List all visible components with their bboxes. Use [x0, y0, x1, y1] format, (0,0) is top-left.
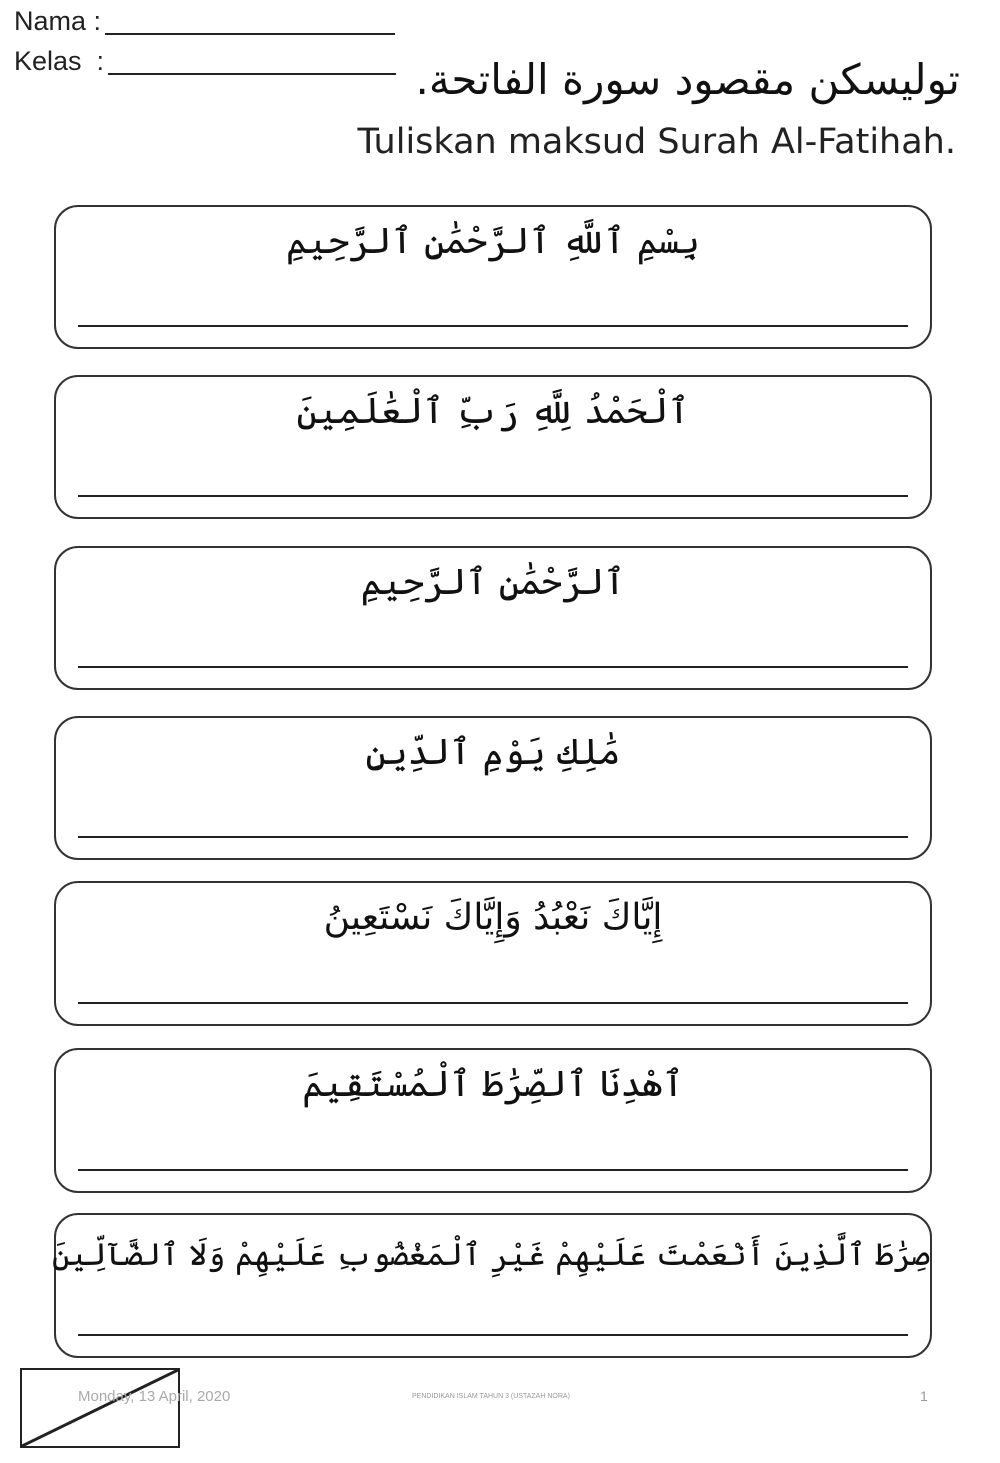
answer-line-4[interactable]: [78, 836, 908, 838]
footer-date: Monday, 13 April, 2020: [78, 1388, 231, 1405]
kelas-input-line[interactable]: [108, 73, 396, 75]
title-arabic: توليسكن مقصود سورة الفاتحة.: [415, 55, 960, 104]
ayah-text-1: بِسْمِ ٱللَّهِ ٱلرَّحْمَٰنِ ٱلرَّحِيمِ: [285, 221, 701, 262]
answer-line-5[interactable]: [78, 1002, 908, 1004]
nama-field: [14, 6, 395, 37]
ayah-box-6: [54, 1048, 932, 1193]
ayah-text-2: ٱلْحَمْدُ لِلَّهِ رَبِّ ٱلْعَٰلَمِينَ: [296, 391, 690, 432]
ayah-box-1: [54, 205, 932, 349]
kelas-label: Kelas :: [14, 46, 105, 76]
ayah-box-3: [54, 546, 932, 690]
ayah-text-3: ٱلرَّحْمَٰنِ ٱلرَّحِيمِ: [360, 562, 626, 603]
answer-line-7[interactable]: [78, 1334, 908, 1336]
ayah-text-5: إِيَّاكَ نَعْبُدُ وَإِيَّاكَ نَسْتَعِينُ: [323, 897, 663, 938]
answer-line-2[interactable]: [78, 495, 908, 497]
ayah-box-7: [51, 1213, 932, 1358]
answer-line-6[interactable]: [78, 1169, 908, 1171]
answer-line-3[interactable]: [78, 666, 908, 668]
footer-page-number: 1: [920, 1388, 928, 1404]
nama-label: Nama :: [14, 6, 102, 36]
footer-subject: PENDIDIKAN ISLAM TAHUN 3 (USTAZAH NORA): [412, 1393, 570, 1400]
answer-line-1[interactable]: [78, 325, 908, 327]
ayah-box-2: [54, 375, 932, 519]
ayah-text-7: صِرَٰطَ ٱلَّذِينَ أَنْعَمْتَ عَلَيْهِمْ غَيْرِ ٱلْمَغْضُوبِ عَلَيْهِمْ وَلَا ٱلضَّآلِّينَ: [51, 1237, 930, 1273]
kelas-field: [14, 46, 396, 77]
nama-input-line[interactable]: [105, 33, 395, 35]
title-malay: Tuliskan maksud Surah Al-Fatihah.: [357, 122, 956, 162]
diagonal-line-icon: [22, 1370, 178, 1446]
ayah-box-5: [54, 881, 932, 1026]
ayah-text-4: مَٰلِكِ يَوْمِ ٱلدِّينِ: [365, 732, 621, 773]
ayah-box-4: [54, 716, 932, 860]
ayah-text-6: ٱهْدِنَا ٱلصِّرَٰطَ ٱلْمُسْتَقِيمَ: [302, 1064, 684, 1105]
footer-crossed-box: [20, 1368, 180, 1448]
